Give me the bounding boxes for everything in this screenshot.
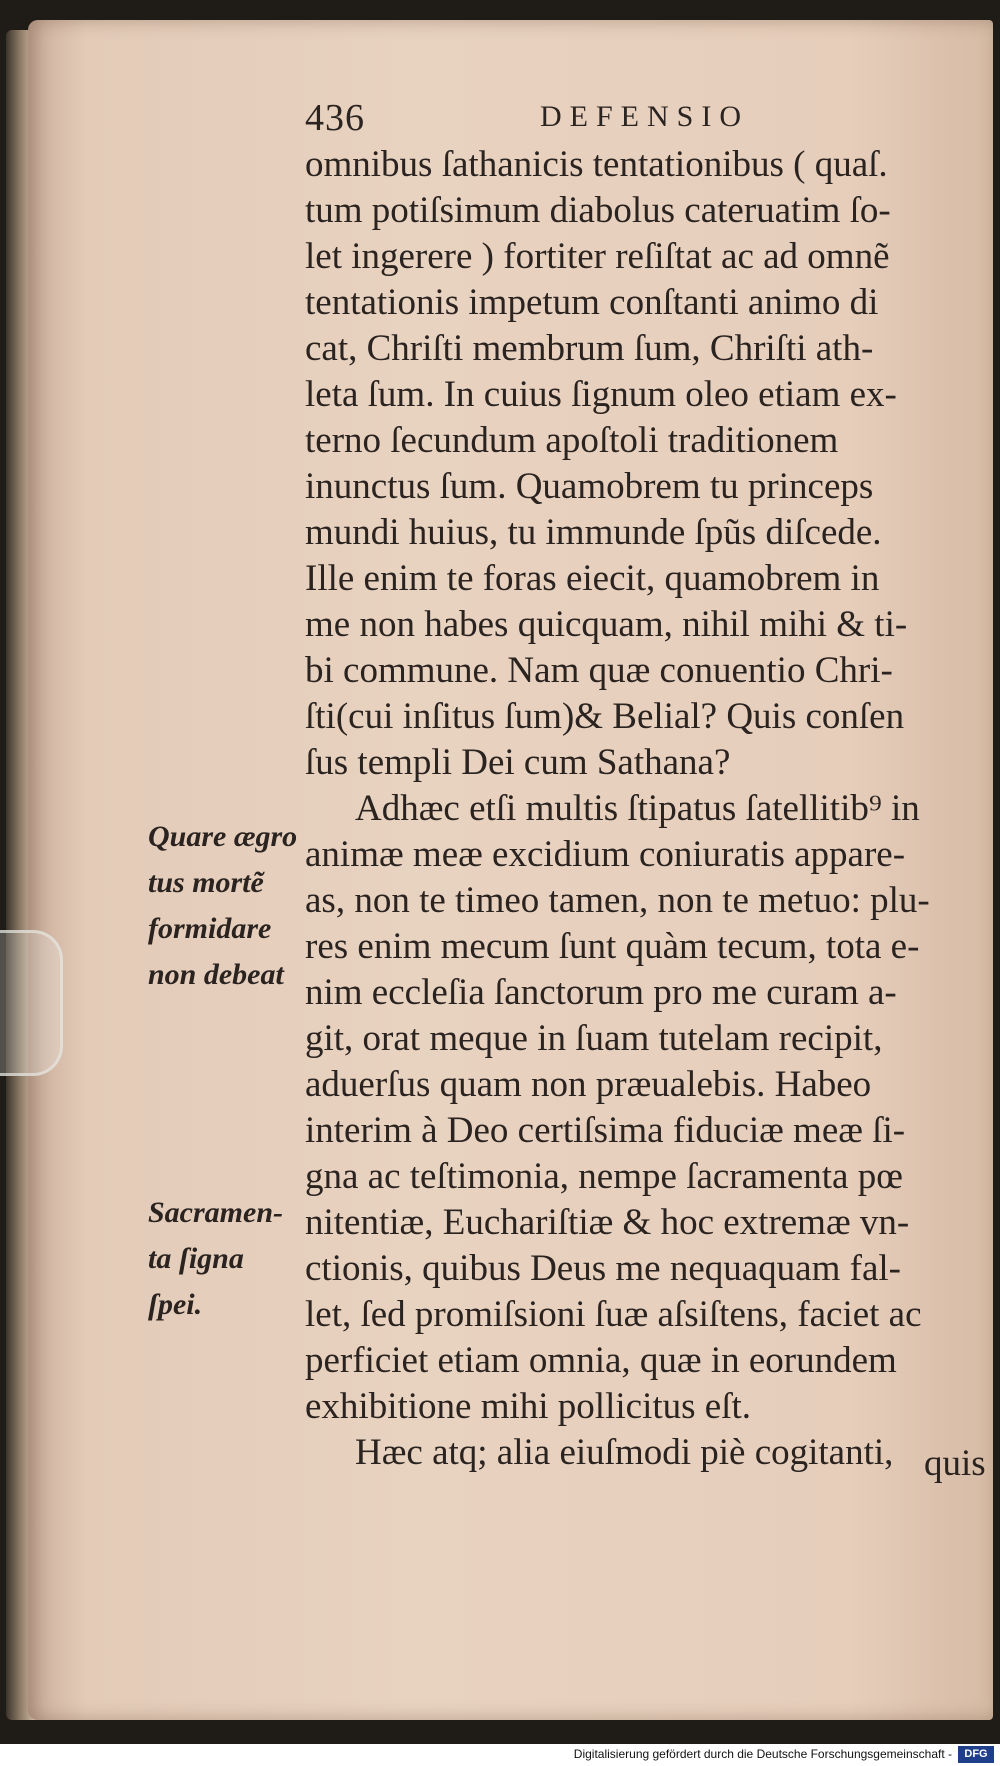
catchword: quis (924, 1443, 986, 1484)
marginal-note-line: formidare (148, 912, 272, 945)
marginal-note (148, 814, 298, 998)
text-line: animæ meæ excidium coniuratis appare- (305, 834, 906, 875)
marginal-note (148, 1190, 298, 1328)
text-line: interim à Deo certiſsima fiduciæ meæ ſi- (305, 1110, 906, 1151)
text-line: ſus templi Dei cum Sathana? (305, 742, 731, 783)
marginal-note-line: Sacramen- (148, 1196, 283, 1229)
text-line: Hæc atq; alia eiuſmodi piè cogitanti, (355, 1432, 894, 1473)
text-line: me non habes quicquam, nihil mihi & ti- (305, 604, 908, 645)
marginal-note-line: non debeat (148, 958, 284, 991)
text-line: omnibus ſathanicis tentationibus ( quaſ. (305, 144, 888, 185)
text-line: exhibitione mihi pollicitus eſt. (305, 1386, 752, 1427)
running-title: DEFENSIO (540, 100, 750, 133)
marginal-note-line: ſpei. (148, 1288, 203, 1321)
text-line: Ille enim te foras eiecit, quamobrem in (305, 558, 880, 599)
text-line: bi commune. Nam quæ conuentio Chri- (305, 650, 893, 691)
page-number: 436 (305, 97, 365, 139)
text-line: git, orat meque in ſuam tutelam recipit, (305, 1018, 883, 1059)
text-line: leta ſum. In cuius ſignum oleo etiam ex- (305, 374, 897, 415)
text-line: mundi huius, tu immunde ſpũs diſcede. (305, 512, 882, 553)
text-line: let ingerere ) fortiter reſiſtat ac ad omnẽ (305, 236, 890, 277)
text-line: aduerſus quam non præualebis. Habeo (305, 1064, 872, 1105)
text-line: ctionis, quibus Deus me nequaquam fal- (305, 1248, 901, 1289)
text-line: nitentiæ, Euchariſtiæ & hoc extremæ vn- (305, 1202, 910, 1243)
footer-bar (0, 1744, 1000, 1766)
text-line: Adhæc etſi multis ſtipatus ſatellitib⁹ in (355, 788, 920, 829)
page-header (305, 96, 915, 146)
text-line: terno ſecundum apoſtoli traditionem (305, 420, 839, 461)
text-line: gna ac teſtimonia, nempe ſacramenta pœ (305, 1156, 903, 1197)
funding-credit: Digitalisierung gefördert durch die Deutsche Forschungsgemeinschaft - (573, 1747, 952, 1761)
marginal-note-line: tus mortẽ (148, 866, 264, 899)
page-clip (0, 930, 63, 1076)
main-text (305, 142, 965, 1476)
marginal-note-line: Quare ægro (148, 820, 298, 853)
text-line: perficiet etiam omnia, quæ in eorundem (305, 1340, 897, 1381)
text-line: inunctus ſum. Quamobrem tu princeps (305, 466, 874, 507)
text-line: res enim mecum ſunt quàm tecum, tota e- (305, 926, 920, 967)
text-line: let, ſed promiſsioni ſuæ aſsiſtens, faciet ac (305, 1294, 922, 1335)
marginal-note-line: ta ſigna (148, 1242, 244, 1275)
text-line: tentationis impetum conſtanti animo di (305, 282, 879, 323)
text-line: cat, Chriſti membrum ſum, Chriſti ath- (305, 328, 874, 369)
text-line: tum potiſsimum diabolus cateruatim ſo- (305, 190, 891, 231)
text-line: nim eccleſia ſanctorum pro me curam a- (305, 972, 897, 1013)
text-line: as, non te timeo tamen, non te metuo: plu- (305, 880, 930, 921)
dfg-logo: DFG (958, 1746, 994, 1763)
text-line: ſti(cui inſitus ſum)& Belial? Quis conſen (305, 696, 905, 737)
